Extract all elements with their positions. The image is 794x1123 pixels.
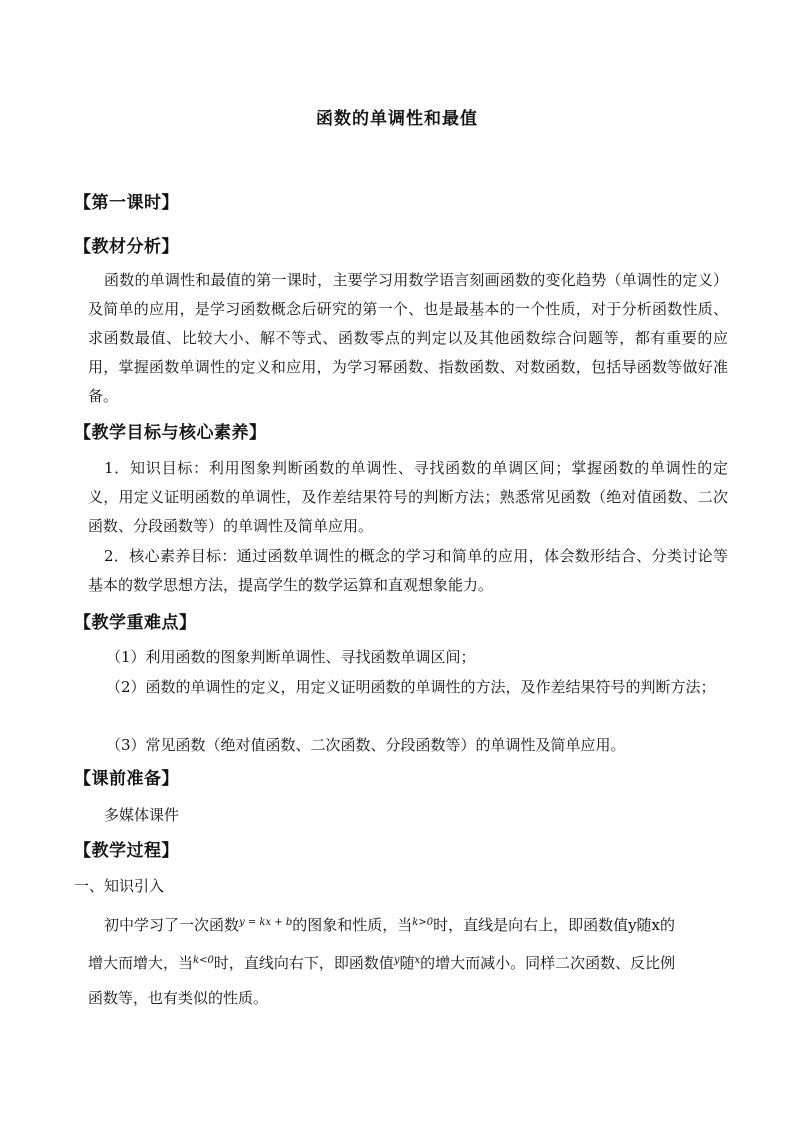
prep-heading: 【课前准备】 [74,769,179,789]
analysis-heading: 【教材分析】 [74,237,179,257]
intro-text: 的图象和性质，当 [292,916,413,934]
analysis-paragraph: 函数的单调性和最值的第一课时，主要学习用数学语言刻画函数的变化趋势（单调性的定义）及简单的应用，是学习函数概念后研究的第一个、也是最基本的一个性质，对于分析函数性质、求函数最值、比较大小、解不等式、函数零点的判定以及其他函数综合问题等，都有重要的应用，掌握函数单调性的定义和应用，为学习幂函数、指数函数、对数函数，包括导函数等做好准备。 [88,271,728,405]
goal-1-paragraph: 1．知识目标：利用图象判断函数的单调性、寻找函数的单调区间；掌握函数的单调性的定义，用定义证明函数的单调性，及作差结果符号的判断方法；熟悉常见函数（绝对值函数、二次函数、分段函数等）的单调性及简单应用。 [88,459,728,535]
intro-line-3: 函数等，也有类似的性质。 [88,989,269,1007]
intro-text: 随 [399,954,415,972]
part-1-heading: 一、知识引入 [74,877,165,895]
goal-2-paragraph: 2．核心素养目标：通过函数单调性的概念的学习和简单的应用，体会数形结合、分类讨论等基本的数学思想方法，提高学生的数学运算和直观想象能力。 [88,547,728,594]
equation-k-positive: k>0 [412,917,434,928]
page-title: 函数的单调性和最值 [316,109,478,129]
process-heading: 【教学过程】 [74,841,179,861]
intro-text: 的增大而减小。同样二次函数、反比例 [420,954,676,972]
intro-text: 时，直线是向右上，即函数值y随x的 [433,916,676,934]
intro-line-1 [104,908,675,940]
variable-x: x [414,955,421,966]
lesson-heading: 【第一课时】 [74,193,179,213]
prep-text: 多媒体课件 [104,806,180,824]
intro-line-2 [88,946,675,978]
intro-text: 时，直线向右下，即函数值 [213,954,394,972]
equation-linear: y = kx + b [239,917,293,928]
keypoint-3: （3）常见函数（绝对值函数、二次函数、分段函数等）的单调性及简单应用。 [106,736,626,754]
keypoint-2: （2）函数的单调性的定义，用定义证明函数的单调性的方法，及作差结果符号的判断方法； [106,678,716,696]
goals-heading: 【教学目标与核心素养】 [74,423,267,443]
keypoints-heading: 【教学重难点】 [74,613,197,633]
equation-k-negative: k<0 [193,955,214,966]
variable-y: y [393,955,400,966]
intro-text: 初中学习了一次函数 [104,916,240,934]
intro-text: 增大而增大，当 [88,954,194,972]
keypoint-1: （1）利用函数的图象判断单调性、寻找函数单调区间； [106,648,476,666]
